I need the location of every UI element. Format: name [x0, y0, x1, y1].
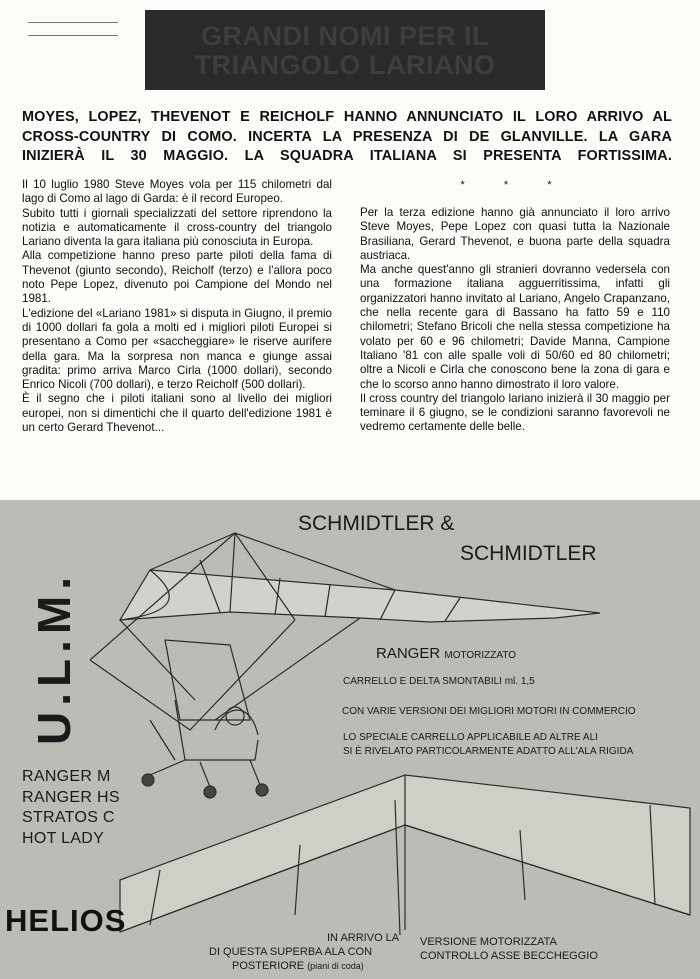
- helios-label: HELIOS: [5, 903, 127, 938]
- article-column-left: [22, 178, 332, 435]
- ranger-name: RANGER: [376, 645, 441, 662]
- model-item: RANGER M: [22, 768, 111, 785]
- arrival-line-2: DI QUESTA SUPERBA ALA CON: [209, 946, 373, 958]
- article-paragraph: Subito tutti i giornali specializzati del settore riprendono la notizia e automaticamente il cross-country del triangolo Lariano diventa la gara italiana più conosciuta in Europa.: [22, 206, 332, 249]
- spec-line-1: CARRELLO E DELTA SMONTABILI ml. 1,5: [343, 676, 535, 687]
- spec-line-3b: SI È RIVELATO PARTICOLARMENTE ADATTO ALL'ALA RIGIDA: [343, 746, 634, 757]
- article-column-right: [360, 178, 670, 435]
- header-rule-bottom: [28, 35, 118, 36]
- title-line-1: GRANDI NOMI PER IL: [200, 21, 489, 51]
- lead-paragraph: [22, 108, 672, 167]
- arrival-posteriore: POSTERIORE: [232, 960, 305, 972]
- header-rule-top: [28, 22, 118, 23]
- article-paragraph: Alla competizione hanno preso parte piloti della fama di Thevenot (giunto secondo), Reicholf (terzo) e l'allora poco noto Pepe Lopez, divenuto poi Campione del Mondo nel 1981.: [22, 249, 332, 306]
- lead-line-2: CROSS-COUNTRY DI COMO. INCERTA LA PRESENZA DI DE GLANVILLE. LA GARA: [22, 128, 672, 145]
- article-paragraph: È il segno che i piloti italiani sono al livello dei migliori europei, non si dimentichi che il quarto dell'edizione 1981 è un certo Gerard Thevenot...: [22, 392, 332, 435]
- brand-line-2: SCHMIDTLER: [460, 542, 597, 565]
- lead-line-1: MOYES, LOPEZ, THEVENOT E REICHOLF HANNO ANNUNCIATO IL LORO ARRIVO AL: [22, 109, 672, 125]
- model-list: [22, 767, 120, 849]
- article-paragraph: L'edizione del «Lariano 1981» si disputa in Giugno, il premio di 1000 dollari fa gola a molti ed i migliori piloti Europei si presentano a Como per «saccheggiare» le riserve aurifere della gara. Ma la sorpresa non manca e giunge assai gradita: primo arriva Marco Cirla (1000 dollari), secondo Enrico Nicoli (700 dollari), e terzo Reicholf (500 dollari).: [22, 306, 332, 392]
- lead-line-3: INIZIERÀ IL 30 MAGGIO. LA SQUADRA ITALIANA SI PRESENTA FORTISSIMA.: [22, 148, 672, 164]
- section-separator: * * *: [460, 179, 570, 191]
- version-line-1: VERSIONE MOTORIZZATA: [420, 936, 557, 948]
- version-line-2: CONTROLLO ASSE BECCHEGGIO: [420, 950, 598, 962]
- model-item: HOT LADY: [22, 829, 105, 847]
- spec-line-2: CON VARIE VERSIONI DEI MIGLIORI MOTORI IN COMMERCIO: [342, 706, 636, 717]
- article-paragraph: Il cross country del triangolo lariano inizierà il 30 maggio per teminare il 6 giugno, se le condizioni saranno favorevoli ne vedremo certamente delle belle.: [360, 391, 670, 434]
- ranger-heading: [376, 645, 516, 662]
- model-item: RANGER HS: [22, 788, 120, 806]
- arrival-note: (piani di coda): [307, 961, 364, 971]
- article-paragraph: Per la terza edizione hanno già annunciato il loro arrivo Steve Moyes, Pepe Lopez con quasi tutta la Nazionale Brasiliana, Gerard Thevenot, e buona parte della squadra austriaca.: [360, 206, 670, 262]
- spec-line-3a: LO SPECIALE CARRELLO APPLICABILE AD ALTRE ALI: [343, 732, 598, 743]
- page-title: [145, 22, 545, 80]
- model-item: STRATOS C: [22, 809, 115, 826]
- title-line-2: TRIANGOLO LARIANO: [194, 50, 496, 80]
- ranger-suffix: MOTORIZZATO: [444, 650, 517, 661]
- ulm-vertical-label: U.L.M.: [28, 571, 80, 745]
- arrival-line-3: [232, 960, 364, 972]
- arrival-line-1: IN ARRIVO LA: [327, 932, 400, 944]
- article-paragraph: Ma anche quest'anno gli stranieri dovranno vedersela con una formazione italiana agguerritissima, infatti gli organizzatori hanno invitato al Lariano, Angelo Crapanzano, che nella recente gara di Bassano ha fatto 59 e 110 chilometri; Stefano Bricoli che nella stessa competizione ha volato per 60 e 96 chilometri; Davide Manna, Campione Italiano '81 con alle spalle voli di 50/60 ed 80 chilometri; oltre a Nicoli e Cirla che conoscono bene la zona di gara e che lo scorso anno hanno dimostrato il loro valore.: [360, 263, 670, 391]
- brand-line-1: SCHMIDTLER &: [298, 512, 455, 535]
- article-paragraph: Il 10 luglio 1980 Steve Moyes vola per 115 chilometri dal lago di Como al lago di Garda: è il record Europeo.: [22, 178, 332, 206]
